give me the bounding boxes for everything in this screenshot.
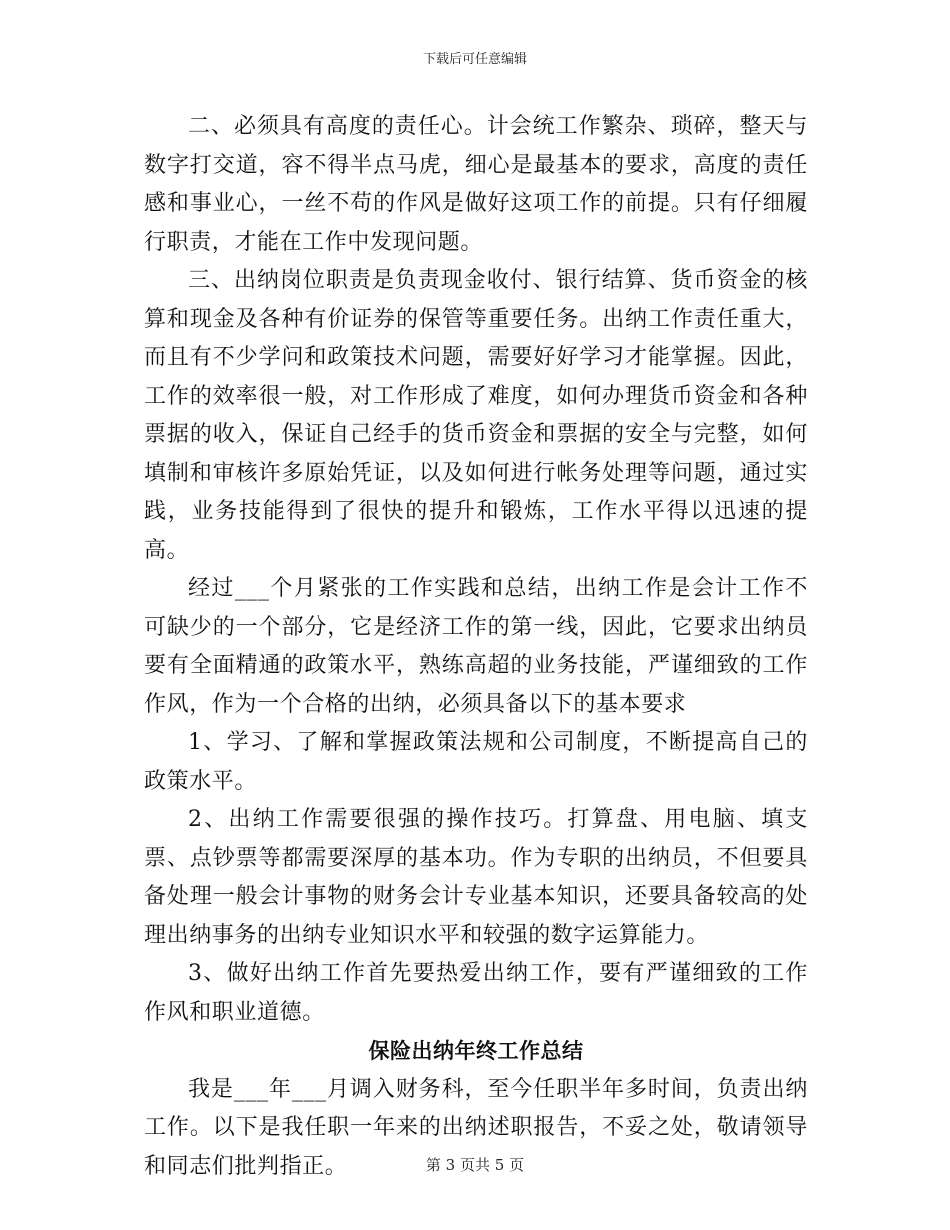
- paragraph-responsibility: 二、必须具有高度的责任心。计会统工作繁杂、琐碎，整天与数字打交道，容不得半点马虎，细心是最基本的要求，高度的责任感和事业心，一丝不苟的作风是做好这项工作的前提。只有仔细履行职责，才能在工作中发现问题。: [144, 114, 808, 255]
- paragraph-requirement-3: 3、做好出纳工作首先要热爱出纳工作，要有严谨细致的工作作风和职业道德。: [144, 961, 808, 1025]
- page-number: 第 3 页共 5 页: [425, 1156, 525, 1174]
- document-title: 保险出纳年终工作总结: [368, 1039, 584, 1063]
- paragraph-cashier-duties: 三、出纳岗位职责是负责现金收付、银行结算、货币资金的核算和现金及各种有价证券的保管等重要任务。出纳工作责任重大，而且有不少学问和政策技术问题，需要好好学习才能掌握。因此，工作的效率很一般，对工作形成了难度，如何办理货币资金和各种票据的收入，保证自己经手的货币资金和票据的安全与完整，如何填制和审核许多原始凭证，以及如何进行帐务处理等问题，通过实践，业务技能得到了很快的提升和锻炼，工作水平得以迅速的提高。: [144, 268, 808, 563]
- document-body: [144, 108, 808, 1186]
- paragraph-requirement-2: 2、出纳工作需要很强的操作技巧。打算盘、用电脑、填支票、点钞票等都需要深厚的基本功。作为专职的出纳员，不但要具备处理一般会计事物的财务会计专业基本知识，还要具备较高的处理出纳事务的出纳专业知识水平和较强的数字运算能力。: [144, 807, 808, 948]
- paragraph-requirement-1: 1、学习、了解和掌握政策法规和公司制度，不断提高自己的政策水平。: [144, 730, 808, 794]
- paragraph-intro: 我是___年___月调入财务科，至今任职半年多时间，负责出纳工作。以下是我任职一年来的出纳述职报告，不妥之处，敬请领导和同志们批判指正。: [144, 1076, 808, 1179]
- paragraph-work-practice: 经过___个月紧张的工作实践和总结，出纳工作是会计工作不可缺少的一个部分，它是经济工作的第一线，因此，它要求出纳员要有全面精通的政策水平，熟练高超的业务技能，严谨细致的工作作风，作为一个合格的出纳，必须具备以下的基本要求: [144, 576, 808, 717]
- page-header-note: 下载后可任意编辑: [422, 52, 527, 67]
